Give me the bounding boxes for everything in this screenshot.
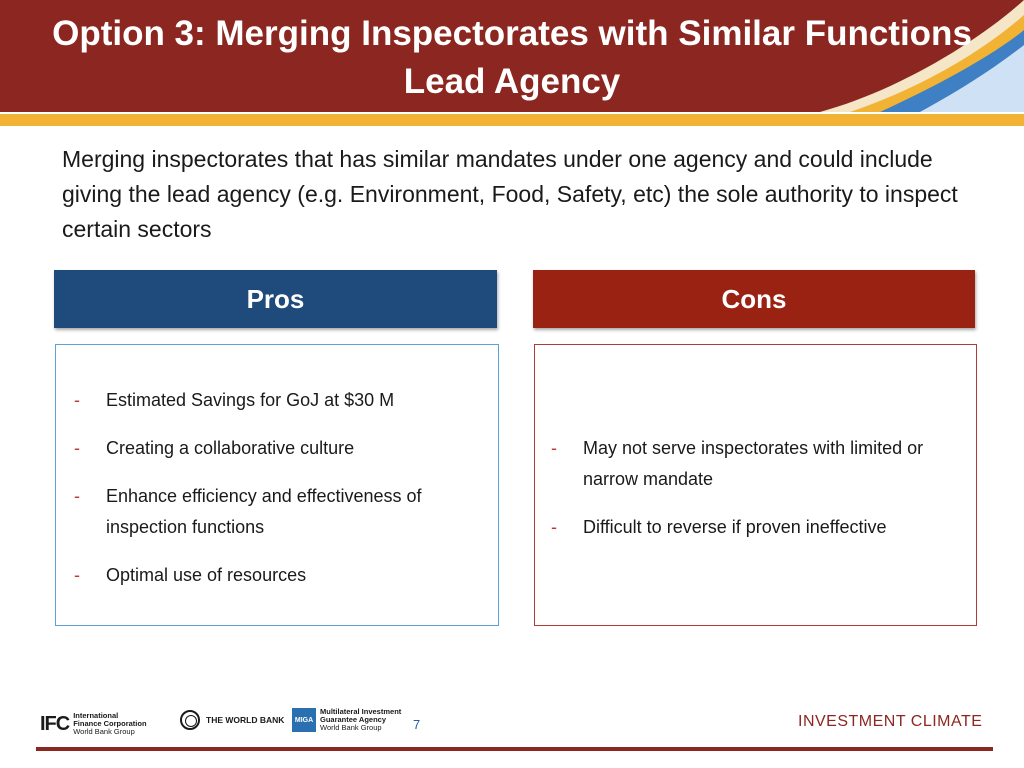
globe-icon — [180, 710, 200, 730]
miga-text-line: World Bank Group — [320, 723, 382, 732]
footer-divider — [36, 747, 993, 751]
miga-logo — [292, 708, 401, 732]
intro-text: Merging inspectorates that has similar mandates under one agency and could include giving the lead agency (e.g. Environment, Food, Safety, etc) the sole authority to inspect certain sectors — [62, 146, 958, 242]
miga-logo-text — [320, 708, 401, 732]
pros-item-text: Creating a collaborative culture — [106, 438, 355, 458]
title-line-2: Lead Agency — [403, 62, 621, 101]
pros-item-text: Optimal use of resources — [106, 565, 307, 585]
cons-heading: Cons — [533, 270, 975, 328]
bullet-dash: - — [551, 438, 557, 458]
pros-heading: Pros — [54, 270, 497, 328]
world-bank-logo — [180, 710, 284, 730]
pros-item — [74, 481, 484, 543]
bullet-dash: - — [74, 438, 80, 458]
investment-climate-brand: INVESTMENT CLIMATE — [798, 713, 983, 730]
miga-text-line: Multilateral Investment — [320, 707, 402, 716]
pros-list — [74, 385, 484, 608]
ifc-text-line: International — [73, 711, 119, 720]
bullet-dash: - — [74, 486, 80, 506]
cons-item-text: May not serve inspectorates with limited or narrow mandate — [583, 438, 924, 489]
ifc-mark: IFC — [40, 712, 70, 735]
title-line-1: Option 3: Merging Inspectorates with Similar Functions — [52, 14, 972, 53]
cons-box — [534, 344, 977, 626]
world-bank-text: THE WORLD BANK — [206, 715, 285, 725]
ifc-text-line: World Bank Group — [73, 727, 135, 736]
pros-box — [55, 344, 499, 626]
miga-mark: MIGA — [292, 708, 316, 732]
pros-item — [74, 433, 484, 464]
bullet-dash: - — [74, 390, 80, 410]
header-gold-bar — [0, 112, 1024, 126]
pros-item-text: Estimated Savings for GoJ at $30 M — [106, 390, 395, 410]
ifc-text-line: Finance Corporation — [73, 719, 147, 728]
bullet-dash: - — [74, 565, 80, 585]
page-number: 7 — [413, 717, 421, 732]
cons-item — [551, 433, 963, 495]
slide-title — [0, 10, 1024, 106]
pros-item-text: Enhance efficiency and effectiveness of inspection functions — [106, 486, 422, 537]
cons-list — [551, 433, 963, 560]
bullet-dash: - — [551, 517, 557, 537]
pros-item — [74, 560, 484, 591]
ifc-logo-text — [73, 712, 146, 736]
ifc-logo — [40, 712, 147, 736]
cons-item-text: Difficult to reverse if proven ineffective — [583, 517, 887, 537]
cons-item — [551, 512, 963, 543]
pros-item — [74, 385, 484, 416]
slide-header — [0, 0, 1024, 112]
miga-text-line: Guarantee Agency — [320, 715, 386, 724]
